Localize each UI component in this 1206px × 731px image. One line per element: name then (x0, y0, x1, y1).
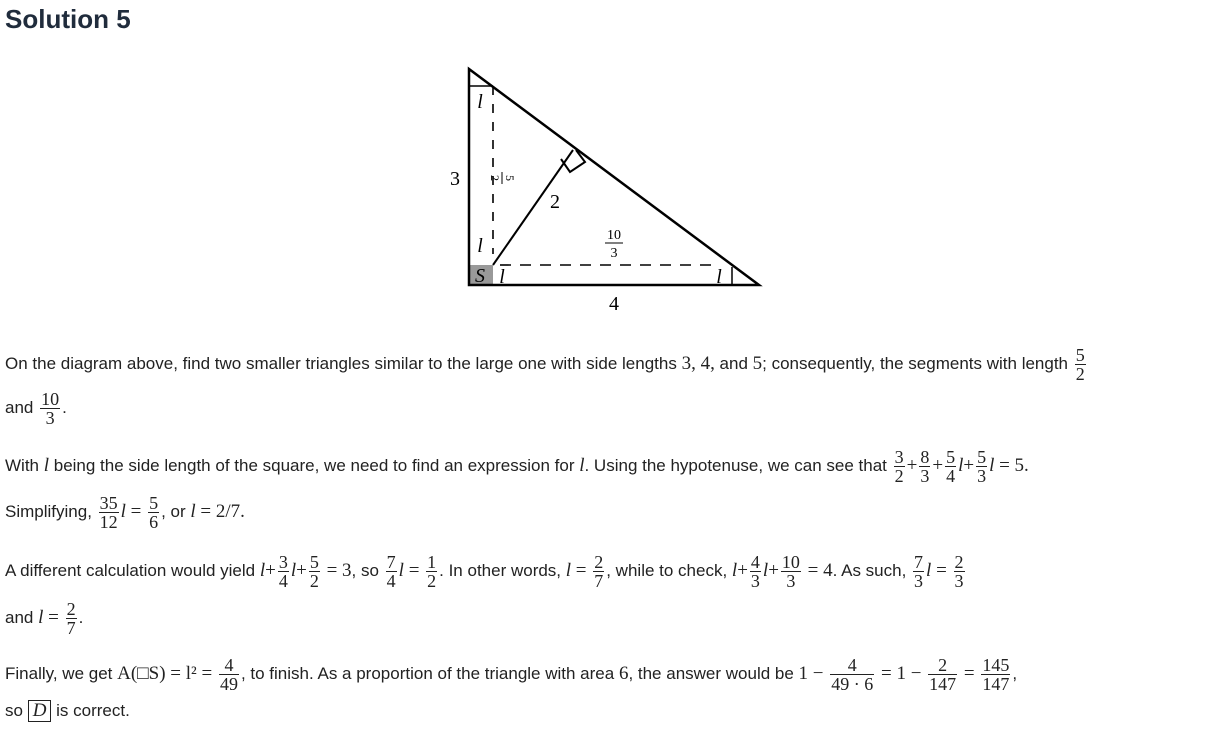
page-title: Solution 5 (5, 4, 131, 34)
label-l-mid: l (477, 235, 483, 257)
paragraph-3-line-1: A different calculation would yield l+ $\frac{3}{4}$ l+ $\frac{5}{2}$ = 3, so $\frac{7}{4}$ l = $\frac{1}{2}$ . In other words, l = $\frac{2}{7}$ , while to check, l+ $\frac{4}{3}$ l+ $\frac{10}{3}$ = 4. As such, $\frac{7}{3}$ l = $\frac{2}{3}$ (5, 552, 964, 591)
label-l-bottom: l (499, 266, 505, 288)
altitude-segment (493, 150, 573, 265)
label-2: 2 (550, 191, 560, 213)
label-S: S (475, 265, 485, 287)
fraction: $\frac{5}{2}$ (1075, 345, 1085, 384)
paragraph-4-line-2: so D is correct. (5, 700, 130, 721)
fraction: $\frac{10}{3}$ (41, 389, 60, 428)
label-4: 4 (609, 293, 619, 314)
frac-103-num: 10 (607, 228, 621, 243)
paragraph-2-line-2: Simplifying, $\frac{35}{12}$ l = $\frac{5}{6}$ , or l = 2/7. (5, 493, 245, 532)
paragraph-3-line-2: and l = $\frac{2}{7}$ . (5, 599, 84, 638)
triangle-diagram (440, 64, 770, 314)
frac-52-den: 2 (488, 175, 502, 181)
paragraph-1-line-1: On the diagram above, find two smaller triangles similar to the large one with side lengths 3, 4, and 5; consequently, the segments with length $\frac{5}{2}$ (5, 345, 1085, 384)
answer-box: D (28, 700, 52, 722)
paragraph-1-line-2: and $\frac{10}{3}$ . (5, 389, 67, 428)
label-l-top: l (477, 91, 483, 113)
frac-103-den: 3 (610, 246, 618, 261)
frac-52-num: 5 (503, 175, 517, 181)
label-3: 3 (450, 168, 460, 190)
label-l-right: l (716, 266, 722, 288)
paragraph-2-line-1: With l being the side length of the square, we need to find an expression for l. Using the hypotenuse, we can see that $\frac{3}{2}$ + $\frac{8}{3}$ + $\frac{5}{4}$ l+ $\frac{5}{3}$ l = 5. (5, 447, 1029, 486)
paragraph-4-line-1: Finally, we get A(□S) = l² = $\frac{4}{49}$ , to finish. As a proportion of the triangle with area 6, the answer would be 1 − $\frac{4}{49 \cdot 6}$ = 1 − $\frac{2}{147}$ = $\frac{145}{147}$ , (5, 655, 1018, 694)
